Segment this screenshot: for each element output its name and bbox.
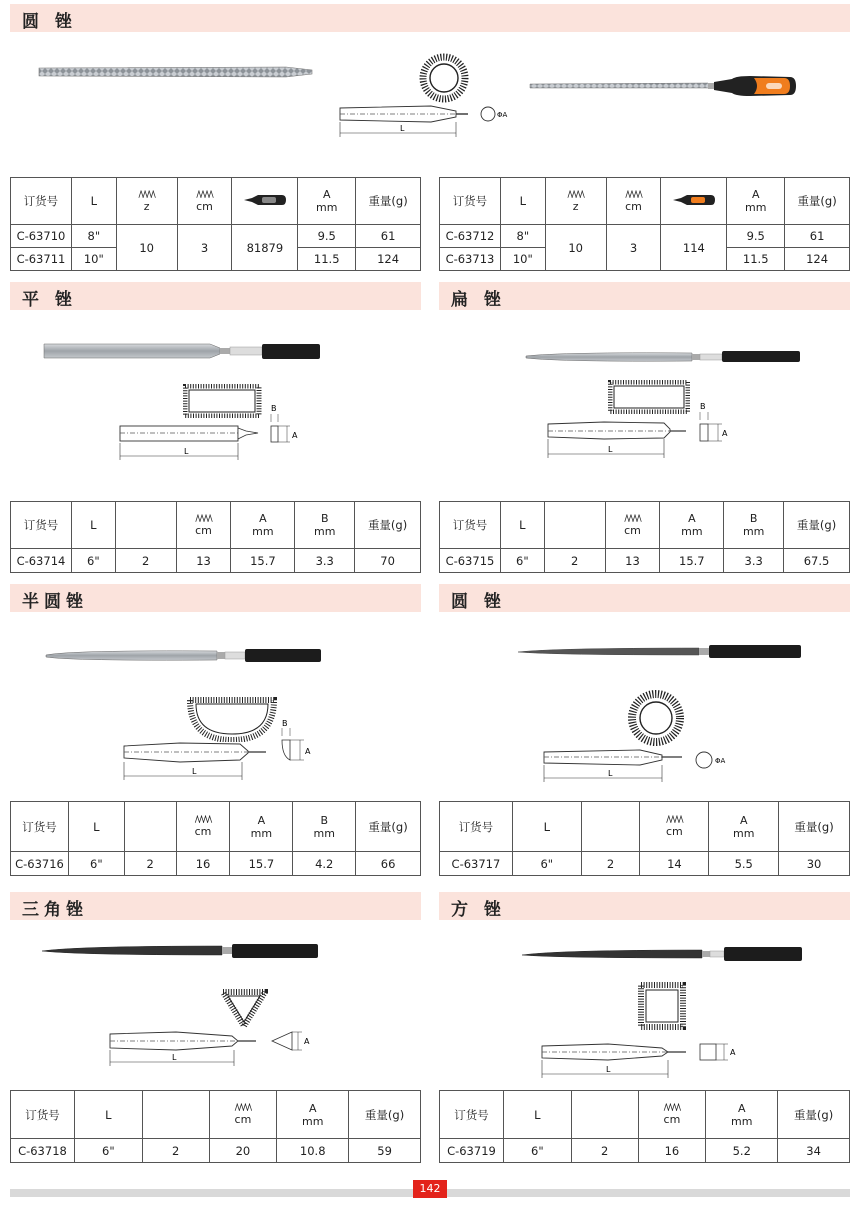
dim-A-label: A [304, 1037, 310, 1046]
square-file-image [518, 944, 808, 964]
cell-order-no: C-63715 [440, 549, 501, 573]
square-file-dimension-drawing [538, 1036, 748, 1082]
spec-table-c63718 [10, 1090, 421, 1163]
cell-length: 6" [503, 1139, 571, 1163]
cell-length: 6" [68, 852, 124, 876]
cell-cut: 2 [115, 549, 176, 573]
header-blank [115, 502, 176, 549]
header-mm: mm [314, 525, 336, 538]
section-title: 扁 锉 [451, 290, 506, 310]
round-file-dimension-drawing [336, 102, 516, 142]
header-order-no: 订货号 [440, 1091, 504, 1139]
round-file-image [36, 62, 316, 82]
cell-cut: 2 [544, 549, 605, 573]
header-mm: mm [742, 525, 765, 538]
cell-cut: 2 [571, 1139, 638, 1163]
triangle-file-dimension-drawing [106, 1026, 316, 1070]
handle-icon [671, 192, 717, 208]
dim-L-label: L [606, 1065, 611, 1074]
header-mm: mm [745, 201, 767, 214]
header-cm: cm [194, 825, 212, 838]
header-handle [232, 178, 298, 225]
section-title: 圆 锉 [451, 592, 506, 612]
square-file-cross-section [638, 982, 686, 1030]
wave-icon: /\/\/\/\ [624, 513, 641, 524]
header-teeth [116, 178, 177, 225]
cell-A: 9.5 [727, 225, 785, 248]
round-file-image-2 [514, 642, 806, 662]
cell-length: 10" [71, 248, 116, 271]
header-length: L [71, 502, 115, 549]
round-file-cross-section [418, 52, 470, 104]
wave-icon: /\/\/\/\ [196, 189, 213, 200]
header-order-no: 订货号 [11, 178, 72, 225]
wave-icon: /\/\/\/\ [666, 815, 683, 825]
cell-weight: 67.5 [784, 549, 850, 573]
page-number-badge: 142 [413, 1180, 447, 1198]
spec-table-c63710 [10, 177, 421, 271]
cell-B: 3.3 [724, 549, 784, 573]
section-title: 平 锉 [22, 290, 77, 310]
hand-file-dimension-drawing [544, 396, 744, 462]
header-A: A [737, 1101, 746, 1115]
cell-order-no: C-63719 [440, 1139, 504, 1163]
header-cm: cm [196, 199, 213, 213]
section-header-triangle-file [10, 892, 421, 920]
header-weight: 重量(g) [784, 502, 850, 549]
flat-file-image [40, 340, 325, 364]
section-header-square-file [439, 892, 850, 920]
half-round-file-image [42, 646, 327, 666]
flat-file-dimension-drawing [116, 398, 306, 464]
header-blank [571, 1091, 638, 1139]
cell-cut: 2 [124, 852, 176, 876]
section-header-round-file-1 [10, 4, 850, 32]
header-length: L [500, 502, 544, 549]
header-A: A [739, 813, 748, 827]
dim-A-label: A [730, 1048, 736, 1057]
cell-order-no: C-63712 [440, 225, 501, 248]
triangle-file-cross-section [220, 988, 268, 1028]
cell-A: 15.7 [230, 852, 293, 876]
triangle-file-image [38, 940, 323, 962]
cell-cm: 16 [176, 852, 230, 876]
dim-B-label: B [271, 404, 277, 413]
dim-A-label: A [722, 429, 728, 438]
cell-cut: 2 [581, 852, 640, 876]
section-title: 半圆锉 [22, 592, 88, 612]
dim-L-label: L [192, 767, 197, 776]
header-mm: mm [252, 525, 274, 538]
header-order-no: 订货号 [11, 802, 69, 852]
header-A: A [259, 512, 267, 525]
cell-handle: 114 [661, 225, 727, 271]
cell-order-no: C-63713 [440, 248, 501, 271]
header-A: A [257, 813, 266, 827]
header-length: L [74, 1091, 142, 1139]
header-weight: 重量(g) [356, 802, 421, 852]
header-A: A [688, 512, 696, 525]
header-weight: 重量(g) [349, 1091, 421, 1139]
header-cm: cm [624, 523, 641, 537]
cell-order-no: C-63711 [11, 248, 72, 271]
cell-B: 3.3 [295, 549, 355, 573]
cell-z: 10 [545, 225, 606, 271]
cell-weight: 30 [779, 852, 850, 876]
header-length: L [503, 1091, 571, 1139]
section-title: 三角锉 [22, 900, 88, 920]
cell-A: 10.8 [277, 1139, 349, 1163]
wave-icon: /\/\/\/\ [138, 189, 155, 200]
header-weight: 重量(g) [355, 502, 421, 549]
header-blank [581, 802, 640, 852]
section-title: 圆 锉 [22, 12, 77, 32]
header-z: z [572, 199, 579, 213]
header-blank [544, 502, 605, 549]
cell-length: 6" [71, 549, 115, 573]
round-file-cross-section-2 [626, 688, 686, 748]
cell-order-no: C-63716 [11, 852, 69, 876]
header-length: L [512, 802, 581, 852]
header-cm: cm [195, 523, 212, 537]
wave-icon: /\/\/\/\ [663, 1103, 681, 1113]
header-blank [142, 1091, 209, 1139]
spec-table-c63719 [439, 1090, 850, 1163]
cell-handle: 81879 [232, 225, 298, 271]
header-order-no: 订货号 [440, 178, 501, 225]
header-mm: mm [302, 1114, 324, 1128]
header-z: z [143, 199, 150, 213]
wave-icon: /\/\/\/\ [625, 189, 642, 200]
hand-file-image [522, 348, 807, 368]
header-A: A [751, 188, 760, 201]
dim-L-label: L [172, 1053, 177, 1062]
cell-length: 8" [500, 225, 545, 248]
cell-cut: 2 [142, 1139, 209, 1163]
cell-order-no: C-63718 [11, 1139, 75, 1163]
header-length: L [68, 802, 124, 852]
cell-cm: 13 [605, 549, 660, 573]
header-handle [661, 178, 727, 225]
round-file-with-handle-image [528, 74, 813, 100]
dim-L-label: L [184, 447, 189, 456]
cell-length: 6" [512, 852, 581, 876]
cell-weight: 59 [349, 1139, 421, 1163]
wave-icon: /\/\/\/\ [194, 815, 212, 825]
cell-length: 6" [500, 549, 544, 573]
cell-weight: 124 [785, 248, 850, 271]
cell-order-no: C-63717 [440, 852, 513, 876]
header-mm: mm [313, 826, 335, 840]
cell-cm: 3 [606, 225, 661, 271]
header-order-no: 订货号 [11, 1091, 75, 1139]
header-weight: 重量(g) [778, 1091, 850, 1139]
cell-A: 5.2 [706, 1139, 778, 1163]
spec-table-c63716 [10, 801, 421, 876]
header-B: B [320, 813, 328, 827]
header-mm: mm [250, 826, 273, 840]
header-B: B [320, 512, 329, 525]
header-weight: 重量(g) [779, 802, 850, 852]
dim-L-label: L [608, 445, 613, 454]
header-order-no: 订货号 [440, 502, 501, 549]
dim-phiA-label: ΦA [497, 111, 508, 119]
section-header-half-round-file [10, 584, 421, 612]
cell-weight: 34 [778, 1139, 850, 1163]
half-round-file-dimension-drawing [120, 718, 320, 782]
header-mm: mm [731, 1114, 753, 1128]
dim-L-label: L [608, 769, 613, 778]
cell-A: 15.7 [660, 549, 724, 573]
header-cm: cm [663, 1113, 681, 1126]
header-A: A [322, 188, 331, 201]
cell-length: 6" [74, 1139, 142, 1163]
dim-L-label: L [400, 124, 405, 133]
header-mm: mm [316, 201, 338, 214]
wave-icon: /\/\/\/\ [195, 513, 212, 524]
cell-A: 5.5 [709, 852, 779, 876]
round-file-dimension-drawing-2 [540, 746, 740, 786]
dim-B-label: B [700, 402, 706, 411]
dim-phiA-label: ΦA [715, 757, 726, 765]
cell-order-no: C-63710 [11, 225, 72, 248]
spec-table-c63715 [439, 501, 850, 573]
cell-weight: 70 [355, 549, 421, 573]
cell-A: 11.5 [727, 248, 785, 271]
cell-cm: 16 [638, 1139, 706, 1163]
cell-weight: 66 [356, 852, 421, 876]
cell-length: 8" [71, 225, 116, 248]
cell-cm: 13 [176, 549, 231, 573]
section-header-hand-file [439, 282, 850, 310]
header-weight: 重量(g) [356, 178, 421, 225]
cell-A: 9.5 [298, 225, 356, 248]
cell-weight: 61 [785, 225, 850, 248]
header-mm: mm [681, 525, 703, 538]
cell-cm: 14 [640, 852, 709, 876]
section-header-round-file-2 [439, 584, 850, 612]
header-length: L [500, 178, 545, 225]
header-cm: cm [666, 825, 683, 838]
spec-table-c63717 [439, 801, 850, 876]
header-order-no: 订货号 [440, 802, 513, 852]
section-title: 方 锉 [451, 900, 506, 920]
wave-icon: /\/\/\/\ [234, 1103, 252, 1113]
cell-B: 4.2 [293, 852, 356, 876]
header-B: B [749, 512, 758, 525]
cell-order-no: C-63714 [11, 549, 72, 573]
cell-length: 10" [500, 248, 545, 271]
cell-z: 10 [116, 225, 177, 271]
wave-icon: /\/\/\/\ [567, 189, 584, 200]
dim-B-label: B [282, 719, 288, 728]
cell-A: 11.5 [298, 248, 356, 271]
header-weight: 重量(g) [785, 178, 850, 225]
header-length: L [71, 178, 116, 225]
header-teeth-cm [177, 178, 232, 225]
cell-cm: 3 [177, 225, 232, 271]
header-order-no: 订货号 [11, 502, 72, 549]
spec-table-c63712 [439, 177, 850, 271]
cell-weight: 61 [356, 225, 421, 248]
header-blank [124, 802, 176, 852]
header-A: A [308, 1101, 317, 1115]
spec-table-c63714 [10, 501, 421, 573]
dim-A-label: A [305, 747, 311, 756]
cell-A: 15.7 [231, 549, 295, 573]
header-cm: cm [625, 199, 642, 213]
section-header-flat-file [10, 282, 421, 310]
handle-icon [242, 192, 288, 208]
header-mm: mm [732, 826, 755, 840]
header-cm: cm [234, 1113, 252, 1126]
cell-cm: 20 [209, 1139, 277, 1163]
dim-A-label: A [292, 431, 298, 440]
cell-weight: 124 [356, 248, 421, 271]
